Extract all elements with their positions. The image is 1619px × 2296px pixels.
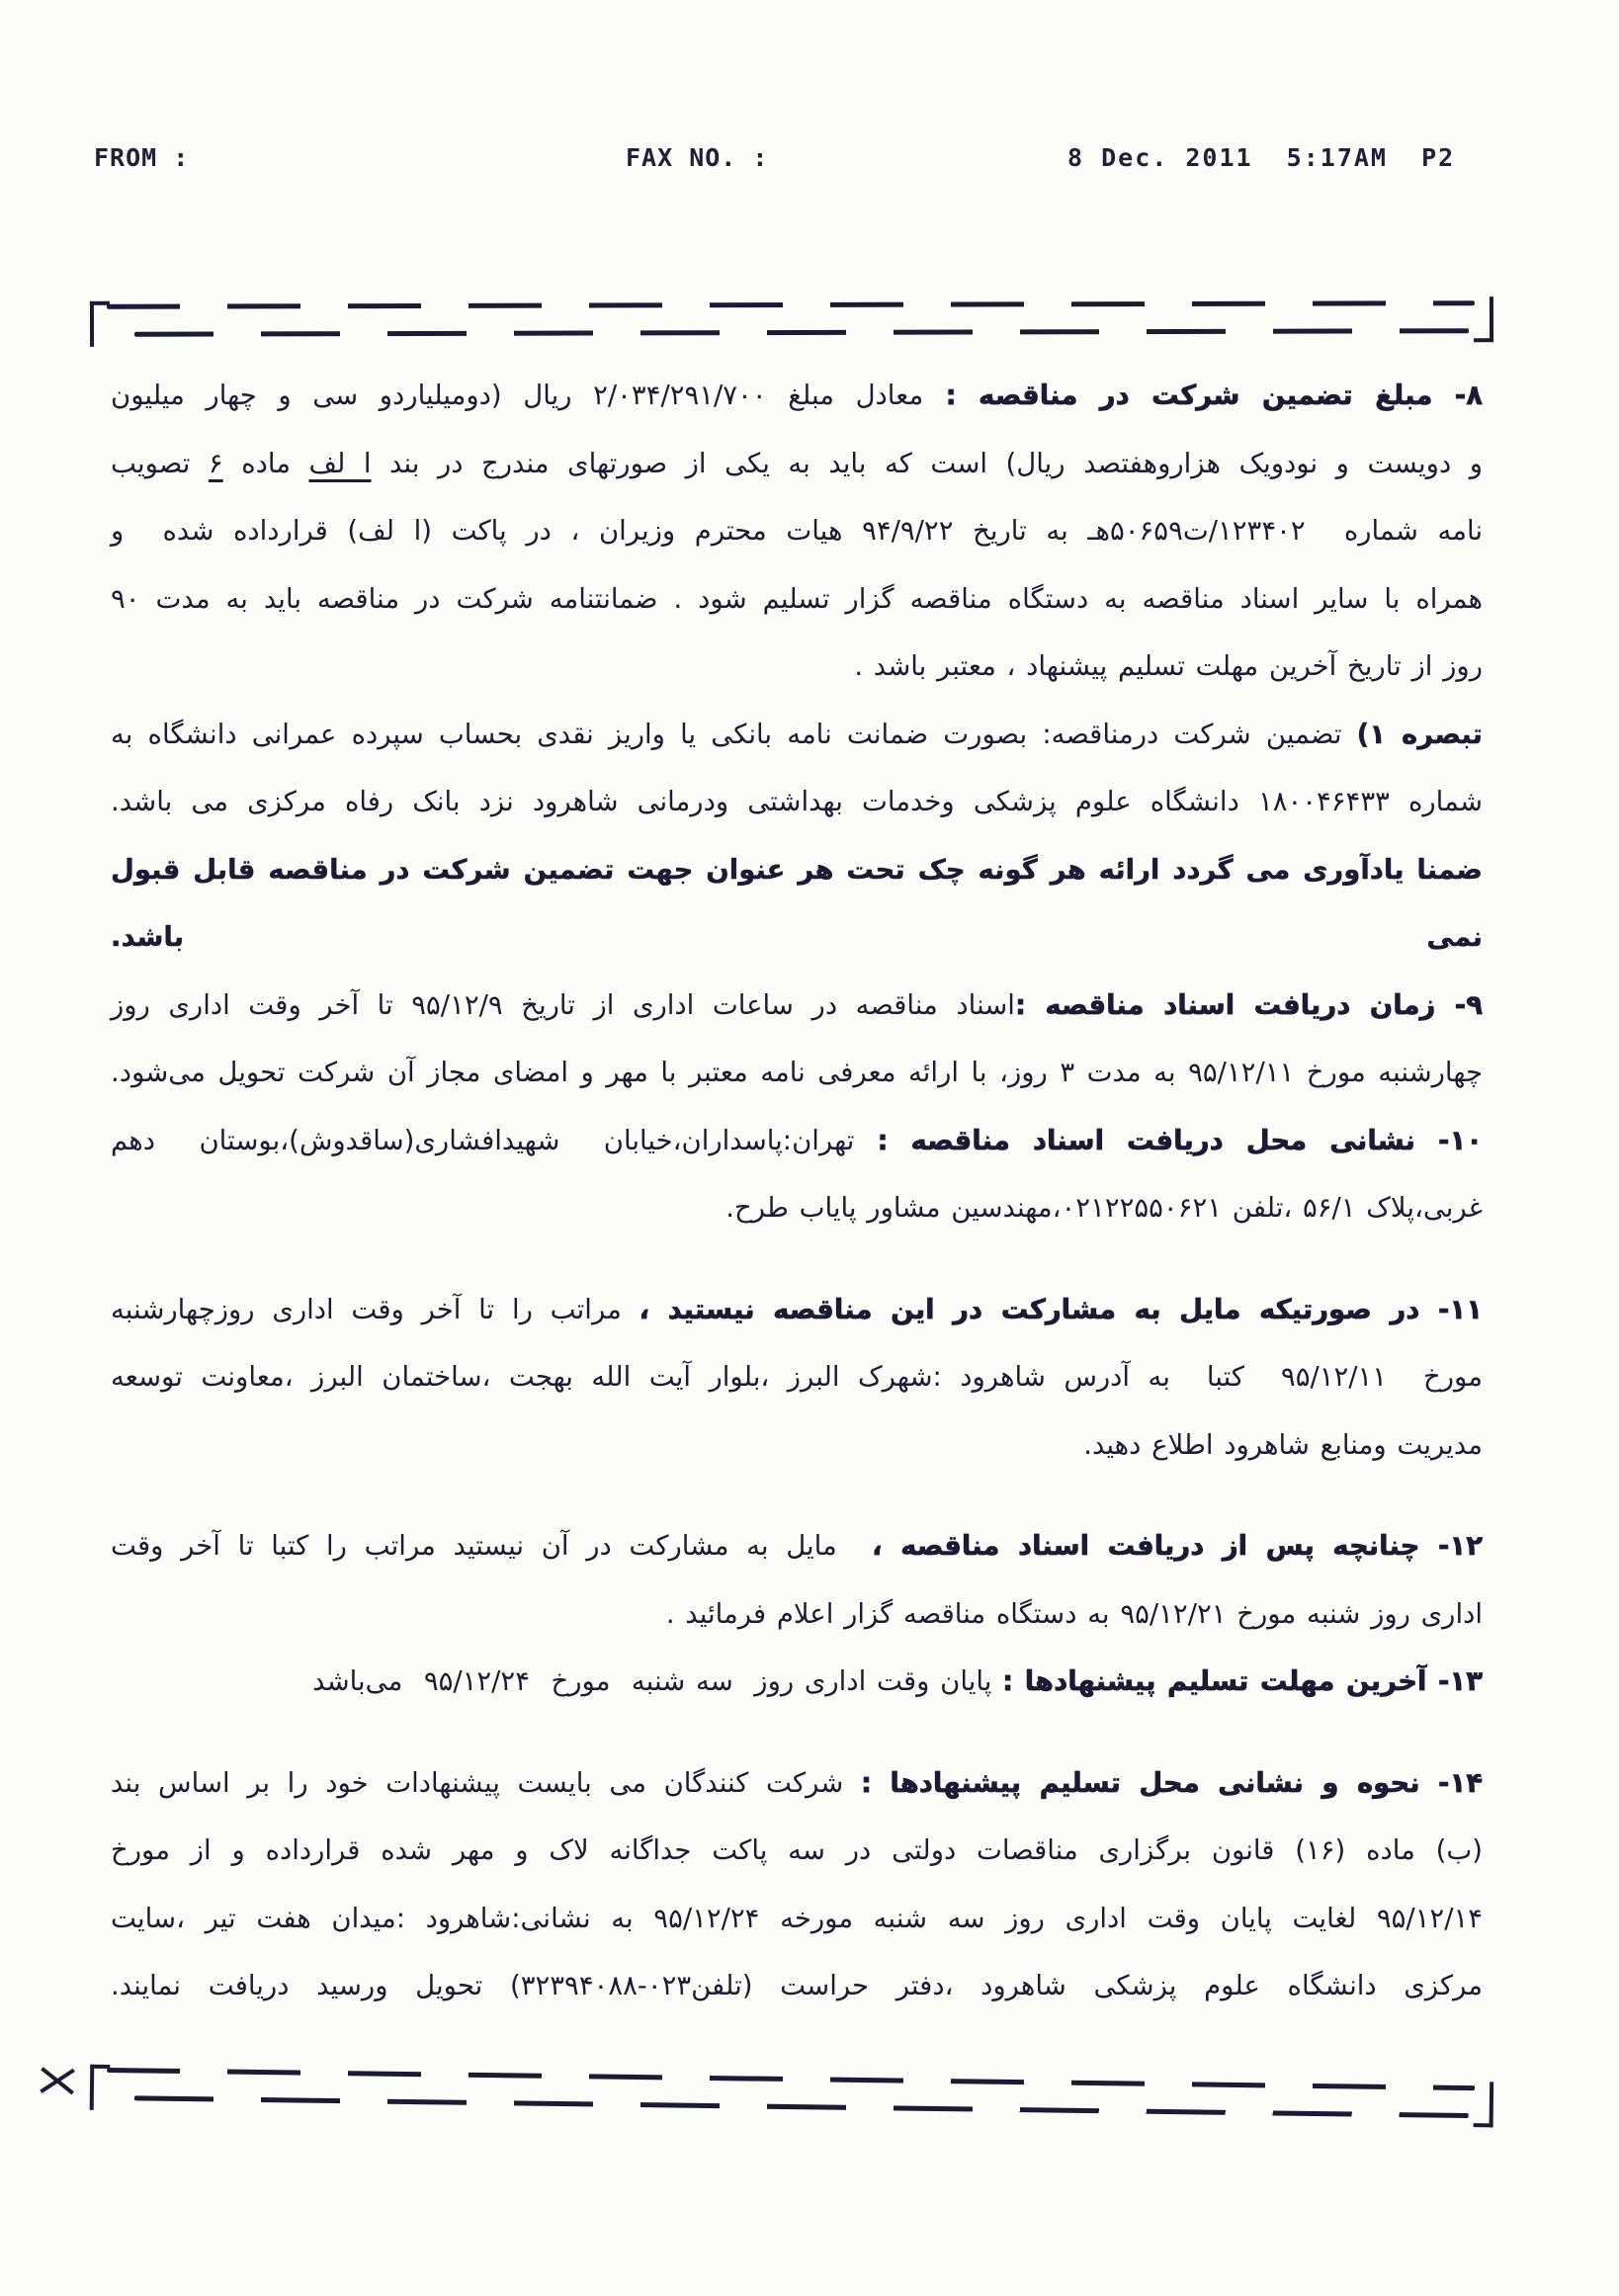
document-line (111, 972, 1483, 1040)
body-text: همراه با سایر اسناد مناقصه به دستگاه مناقصه گزار تسلیم شود . ضمانتنامه شرکت در مناقصه باید به مدت ۹۰ (111, 582, 1483, 615)
fax-from-label: FROM : (94, 143, 190, 172)
underlined-text: ا لف (308, 447, 372, 479)
body-text: ۹۵/۱۲/۱۴ لغایت پایان وقت اداری روز سه شنبه مورخه ۹۵/۱۲/۲۴ به نشانی:شاهرود :میدان هفت تیر ،سایت (111, 1902, 1483, 1934)
paragraph-item-10-document-pickup-address (111, 1107, 1483, 1242)
body-text: تصویب (111, 447, 209, 479)
document-line (111, 1817, 1483, 1885)
body-text: تهران:پاسداران،خیابان شهیدافشاری(ساقدوش)،بوستان دهم (111, 1124, 855, 1156)
body-text: شرکت کنندگان می بایست پیشنهادات خود را بر اساس بند (111, 1766, 861, 1799)
document-line (111, 1952, 1483, 2020)
document-line (111, 1512, 1483, 1580)
separator-end-mark (90, 2065, 111, 2110)
paragraph-item-14-submission-method-address (111, 1749, 1483, 2020)
document-line (111, 565, 1483, 634)
paragraph-item-9-document-pickup-time (111, 972, 1483, 1107)
heading-text: ۱۲- چنانچه پس از دریافت اسناد مناقصه ، (872, 1530, 1483, 1562)
body-text: معادل مبلغ ۲/۰۳۴/۲۹۱/۷۰۰ ریال (دومیلیاردو سی و چهار میلیون (111, 380, 924, 411)
paragraph-reminder-no-cheques (99, 836, 1483, 972)
heading-text: ۸- مبلغ تضمین شرکت در مناقصه : (923, 380, 1483, 411)
document-line (111, 497, 1483, 565)
document-line (111, 1039, 1483, 1107)
body-text: تضمین شرکت درمناقصه: بصورت ضمانت نامه بانکی یا واریز نقدی بحساب سپرده عمرانی دانشگاه به (111, 718, 1357, 750)
dashed-line (107, 300, 1475, 309)
body-text: نامه شماره ۱۲۳۴۰۲/ت۵۰۶۵۹هـ به تاریخ ۹۴/۹/۲۲ هیات محترم وزیران ، در پاکت (ا لف) قرارداده شده و (111, 515, 1483, 547)
separator-end-mark (1474, 297, 1493, 342)
body-text: مورخ ۹۵/۱۲/۱۱ کتبا به آدرس شاهرود :شهرک البرز ،بلوار آیت الله بهجت ،ساختمان البرز ،معاونت توسعه (111, 1361, 1483, 1393)
body-text: مراتب را تا آخر وقت اداری روزچهارشنبه (111, 1293, 639, 1325)
document-line (111, 701, 1483, 769)
dashed-separator-bottom (107, 2068, 1475, 2123)
paragraph-item-11-decline-before-receiving (111, 1276, 1483, 1480)
document-line (111, 362, 1483, 430)
body-text: چهارشنبه مورخ ۹۵/۱۲/۱۱ به مدت ۳ روز، با ارائه معرفی نامه معتبر با مهر و امضای مجاز آن شرکت تحویل می‌شود. (111, 1057, 1483, 1088)
paragraph-item-13-submission-deadline (111, 1648, 1483, 1716)
heading-text: ۹- زمان دریافت اسناد مناقصه : (1014, 988, 1483, 1021)
body-text: اداری روز شنبه مورخ ۹۵/۱۲/۲۱ به دستگاه مناقصه گزار اعلام فرمائید . (665, 1597, 1483, 1630)
body-text: روز از تاریخ آخرین مهلت تسلیم پیشنهاد ، معتبر باشد . (854, 650, 1483, 682)
document-line (111, 1580, 1483, 1649)
body-text: شماره ۱۸۰۰۴۶۴۳۳ دانشگاه علوم پزشکی وخدمات بهداشتی ودرمانی شاهرود نزد بانک رفاه مرکزی می باشد. (111, 786, 1483, 817)
fax-timestamp: 8 Dec. 2011 5:17AM P2 (1067, 143, 1456, 172)
body-text: غربی،پلاک ۵۶/۱ ،تلفن ۰۲۱۲۲۵۵۰۶۲۱،مهندسین مشاور پایاب طرح. (725, 1192, 1483, 1224)
document-line (111, 1343, 1483, 1411)
document-line (111, 1749, 1483, 1818)
body-text: اسناد مناقصه در ساعات اداری از تاریخ ۹۵/۱۲/۹ تا آخر وقت اداری روز (111, 988, 1015, 1021)
paragraph-item-12-decline-after-receiving (111, 1512, 1483, 1648)
heading-text: ۱۳- آخرین مهلت تسلیم پیشنهادها : (1002, 1665, 1483, 1697)
paragraph-item-8-bid-guarantee-amount (111, 362, 1483, 701)
dashed-line (134, 328, 1469, 337)
dashed-separator-top (107, 300, 1475, 342)
document-body (99, 362, 1484, 2020)
heading-text: ۱۴- نحوه و نشانی محل تسلیم پیشنهادها : (860, 1766, 1484, 1799)
body-text: و دویست و نودویک هزاروهفتصد ریال) است که باید به یکی از صورتهای مندرج در بند (371, 447, 1484, 479)
document-line (99, 836, 1483, 972)
body-text: مدیریت ومنابع شاهرود اطلاع دهید. (1083, 1428, 1483, 1461)
separator-end-mark (90, 301, 110, 347)
document-line (111, 768, 1483, 836)
body-text: مرکزی دانشگاه علوم پزشکی شاهرود ،دفتر حراست (تلفن۰۲۳-۳۲۳۹۴۰۸۸) تحویل ورسید دریافت نمایند. (111, 1970, 1483, 2001)
document-line (111, 1648, 1483, 1716)
fax-number-label: FAX NO. : (626, 143, 769, 172)
underlined-text: ۶ (208, 447, 223, 479)
document-line (111, 1174, 1483, 1242)
paragraph-note-1-guarantee-form (111, 701, 1483, 836)
document-line (111, 430, 1483, 498)
dashed-line (134, 2095, 1469, 2118)
document-line (111, 1276, 1483, 1344)
bold-text: ضمنا یادآوری می گردد ارائه هر گونه چک تحت هر عنوان جهت تضمین شرکت در مناقصه قابل قبول نمی باشد. (99, 853, 1483, 953)
body-text: پایان وقت اداری روز سه شنبه مورخ ۹۵/۱۲/۲۴ می‌باشد (312, 1665, 1003, 1697)
scan-noise-mark (38, 2061, 78, 2101)
dashed-line (107, 2068, 1475, 2090)
separator-end-mark (1474, 2082, 1494, 2127)
document-line (111, 1411, 1483, 1480)
heading-text: ۱۱- در صورتیکه مایل به مشارکت در این مناقصه نیستید ، (639, 1293, 1483, 1325)
heading-text: ۱۰- نشانی محل دریافت اسناد مناقصه : (854, 1124, 1484, 1156)
body-text: مایل به مشارکت در آن نیستید مراتب را کتبا تا آخر وقت (111, 1530, 873, 1562)
document-line (111, 1885, 1483, 1953)
fax-header (0, 0, 1619, 198)
body-text: ماده (222, 447, 309, 479)
document-line (111, 633, 1483, 701)
document-line (111, 1107, 1483, 1175)
bold-text: تبصره ۱) (1356, 718, 1483, 750)
body-text: (ب) ماده (۱۶) قانون برگزاری مناقصات دولتی در سه پاکت جداگانه لاک و مهر شده قرارداده و از مورخ (111, 1834, 1483, 1866)
